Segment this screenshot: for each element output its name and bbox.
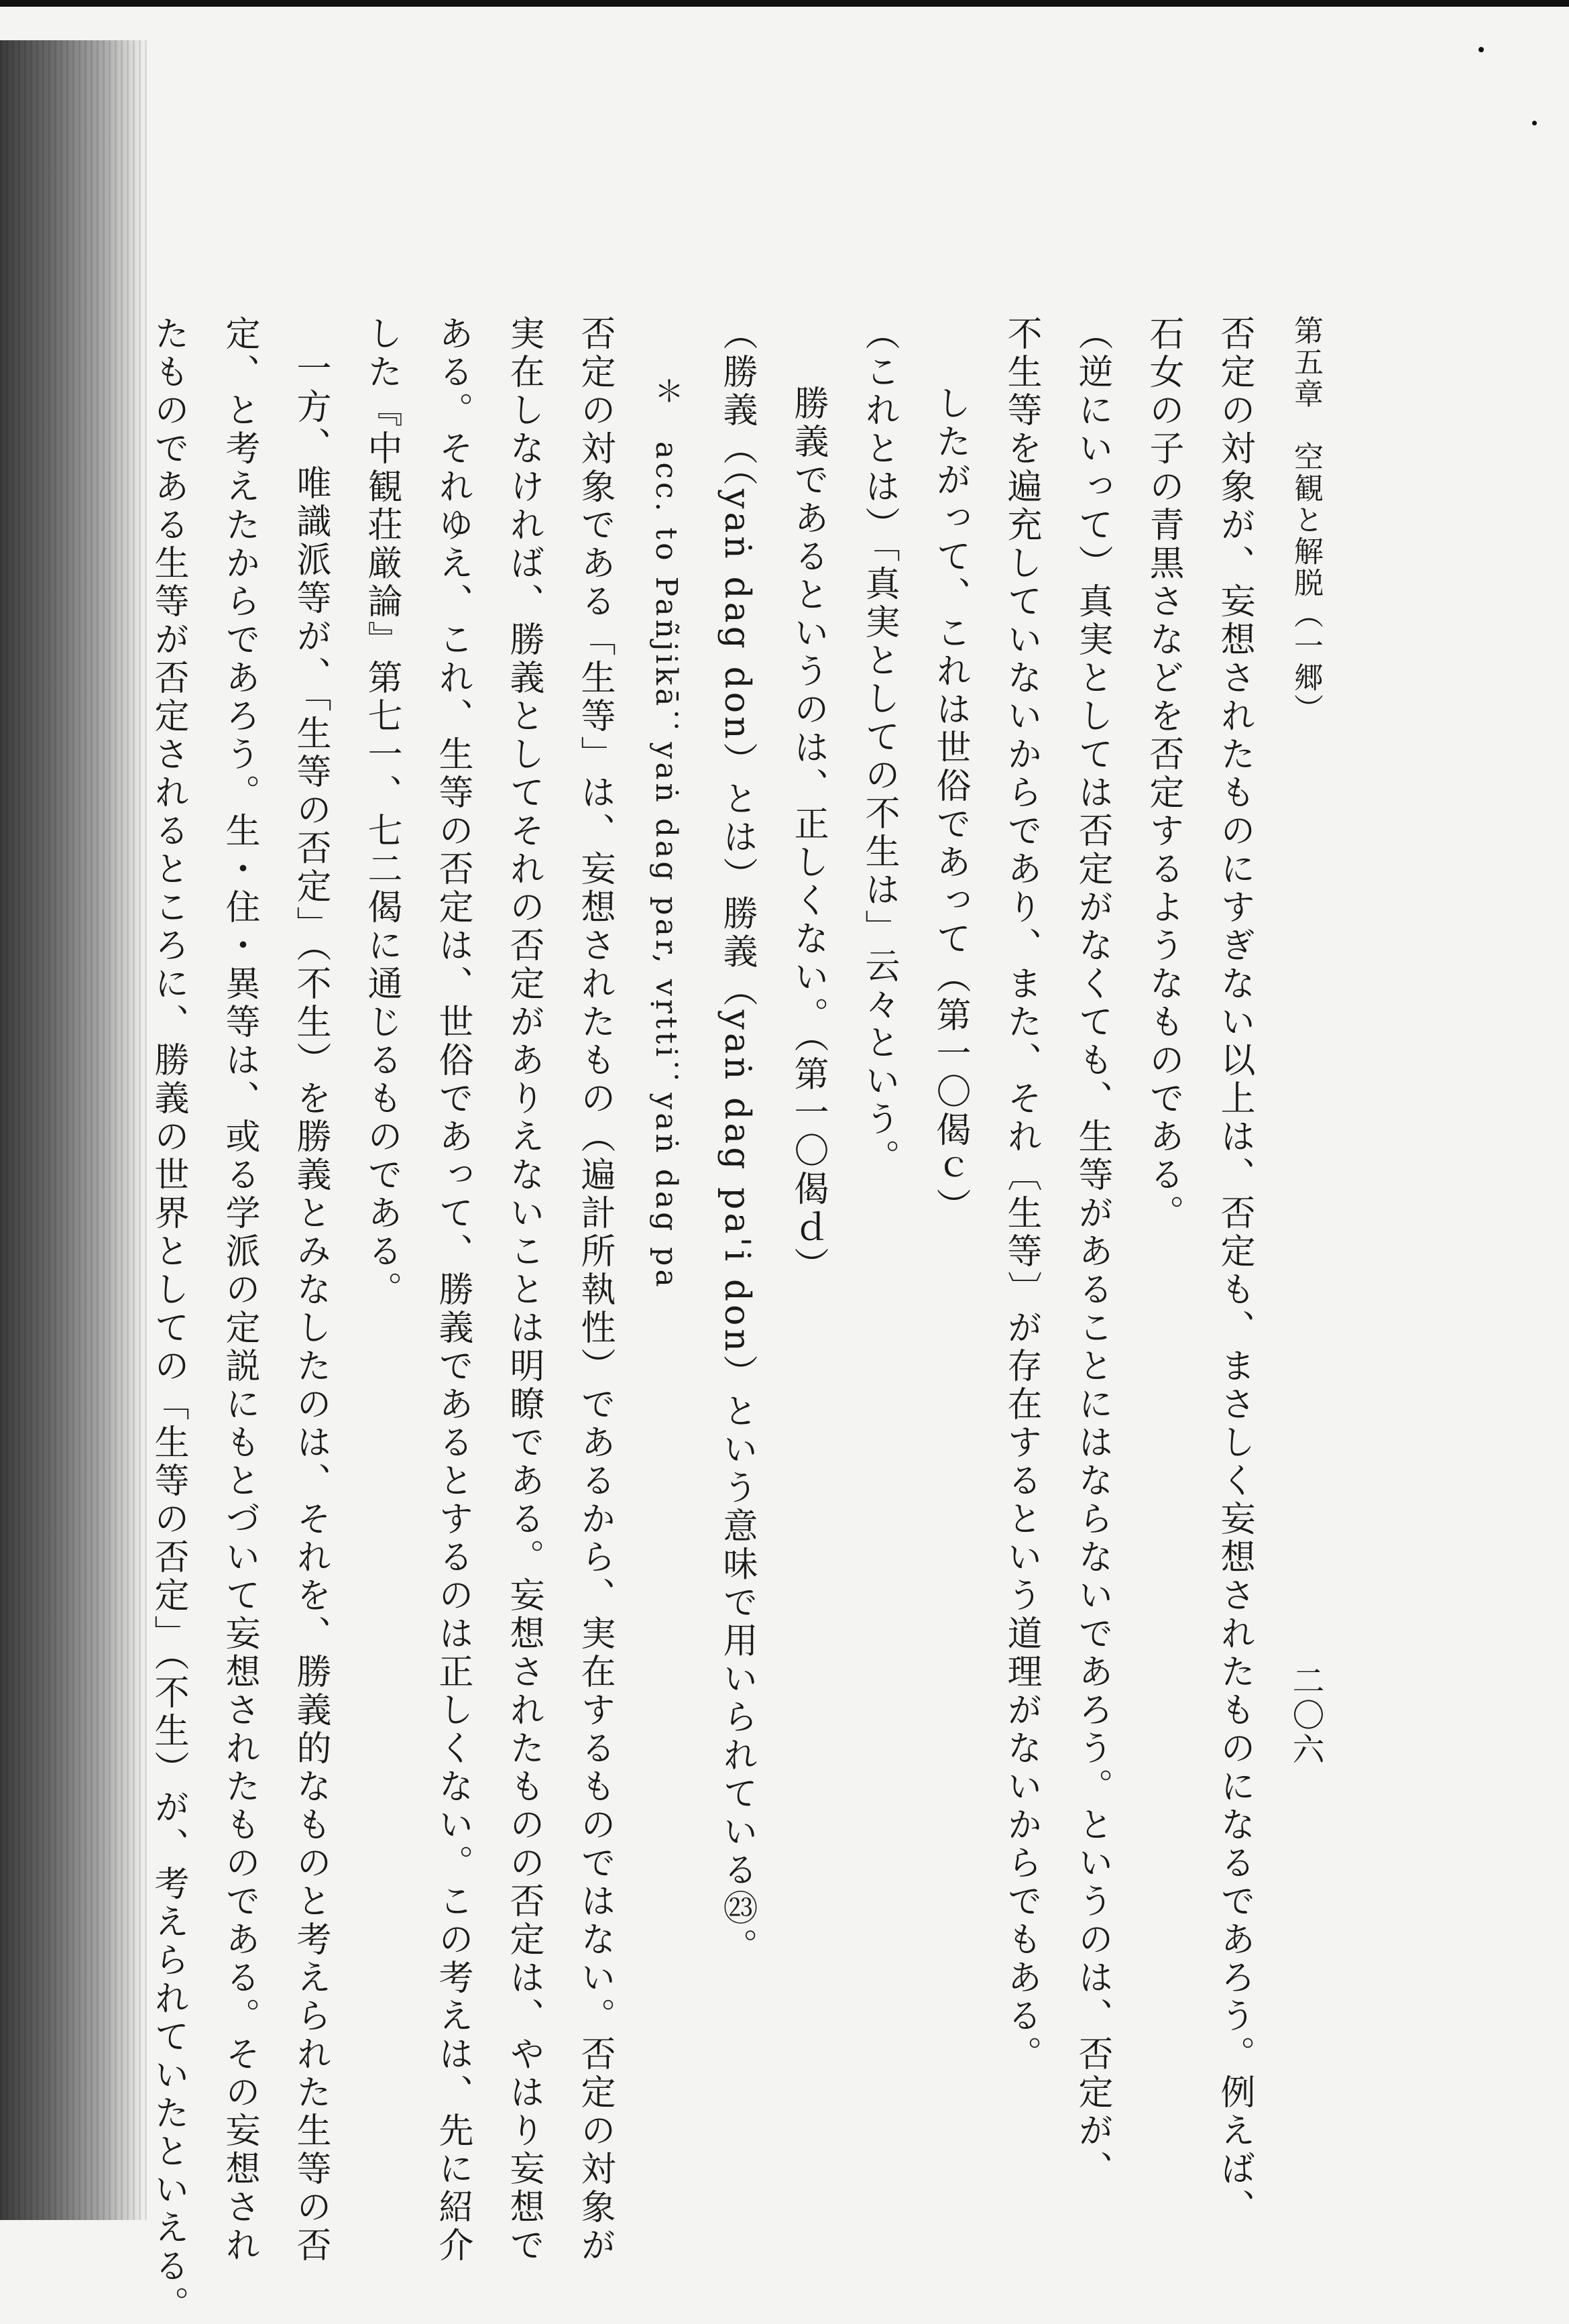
paragraph-line: 実在しなければ、勝義としてそれの否定がありえないことは明瞭である。妄想されたものの否定は、やはり妄想で — [504, 315, 544, 2265]
verse-line: したがって、これは世俗であって（第一〇偈ｃ） — [930, 385, 970, 1226]
verse-line: 勝義であるというのは、正しくない。（第一〇偈ｄ） — [788, 385, 828, 1285]
paragraph-line: 一方、唯識派等が、「生等の否定」（不生）を勝義とみなしたのは、それを、勝義的なものと考えられた生等の否 — [290, 350, 331, 2265]
scan-speck — [1532, 121, 1537, 125]
paragraph-line: （逆にいって）真実としては否定がなくても、生等があることにはならないであろう。というのは、否定が、 — [1072, 315, 1112, 2189]
verse-line: （勝義（（yaṅ dag don）とは）勝義（yaṅ dag pa'i don）という意味で用いられている㉓。 — [717, 315, 757, 1967]
scan-speck — [1478, 47, 1484, 52]
paragraph-line: 否定の対象である「生等」は、妄想されたもの（遍計所執性）であるから、実在するものではない。否定の対象が — [575, 315, 615, 2265]
top-border — [0, 0, 1569, 7]
footnote: ＊ acc. to Pañjikā：yaṅ dag par, vṛtti：yaṅ dag pa — [649, 376, 683, 1290]
paragraph-line: 定、と考えたからであろう。生・住・異等は、或る学派の定説にもとづいて妄想されたものである。その妄想され — [219, 315, 259, 2265]
scan-gutter-shadow — [0, 40, 148, 2220]
paragraph-line: 石女の子の青黒さなどを否定するようなものである。 — [1143, 315, 1183, 1233]
paragraph-line: 否定の対象が、妄想されたものにすぎない以上は、否定も、まさしく妄想されたものになるであろう。例えば、 — [1214, 315, 1255, 2227]
paragraph-line: ある。それゆえ、これ、生等の否定は、世俗であって、勝義であるとするのは正しくない。この考えは、先に紹介 — [432, 315, 473, 2265]
paragraph-line: たものである生等が否定されるところに、勝義の世界としての「生等の否定」（不生）が、考えられていたといえる。 — [148, 315, 188, 2324]
page-number: 二〇六 — [1287, 1664, 1324, 1767]
chapter-title: 第五章 空観と解脱（一郷） — [1289, 315, 1323, 725]
paragraph-line: 不生等を遍充していないからであり、また、それ〔生等〕が存在するという道理がないからでもある。 — [1001, 315, 1041, 2074]
vertical-text-page — [148, 315, 1341, 2324]
running-header — [1270, 315, 1341, 2039]
verse-line: （これとは）「真実としての不生は」云々という。 — [859, 315, 899, 1177]
paragraph-line: した『中観荘厳論』第七一、七二偈に通じるものである。 — [361, 315, 402, 1309]
